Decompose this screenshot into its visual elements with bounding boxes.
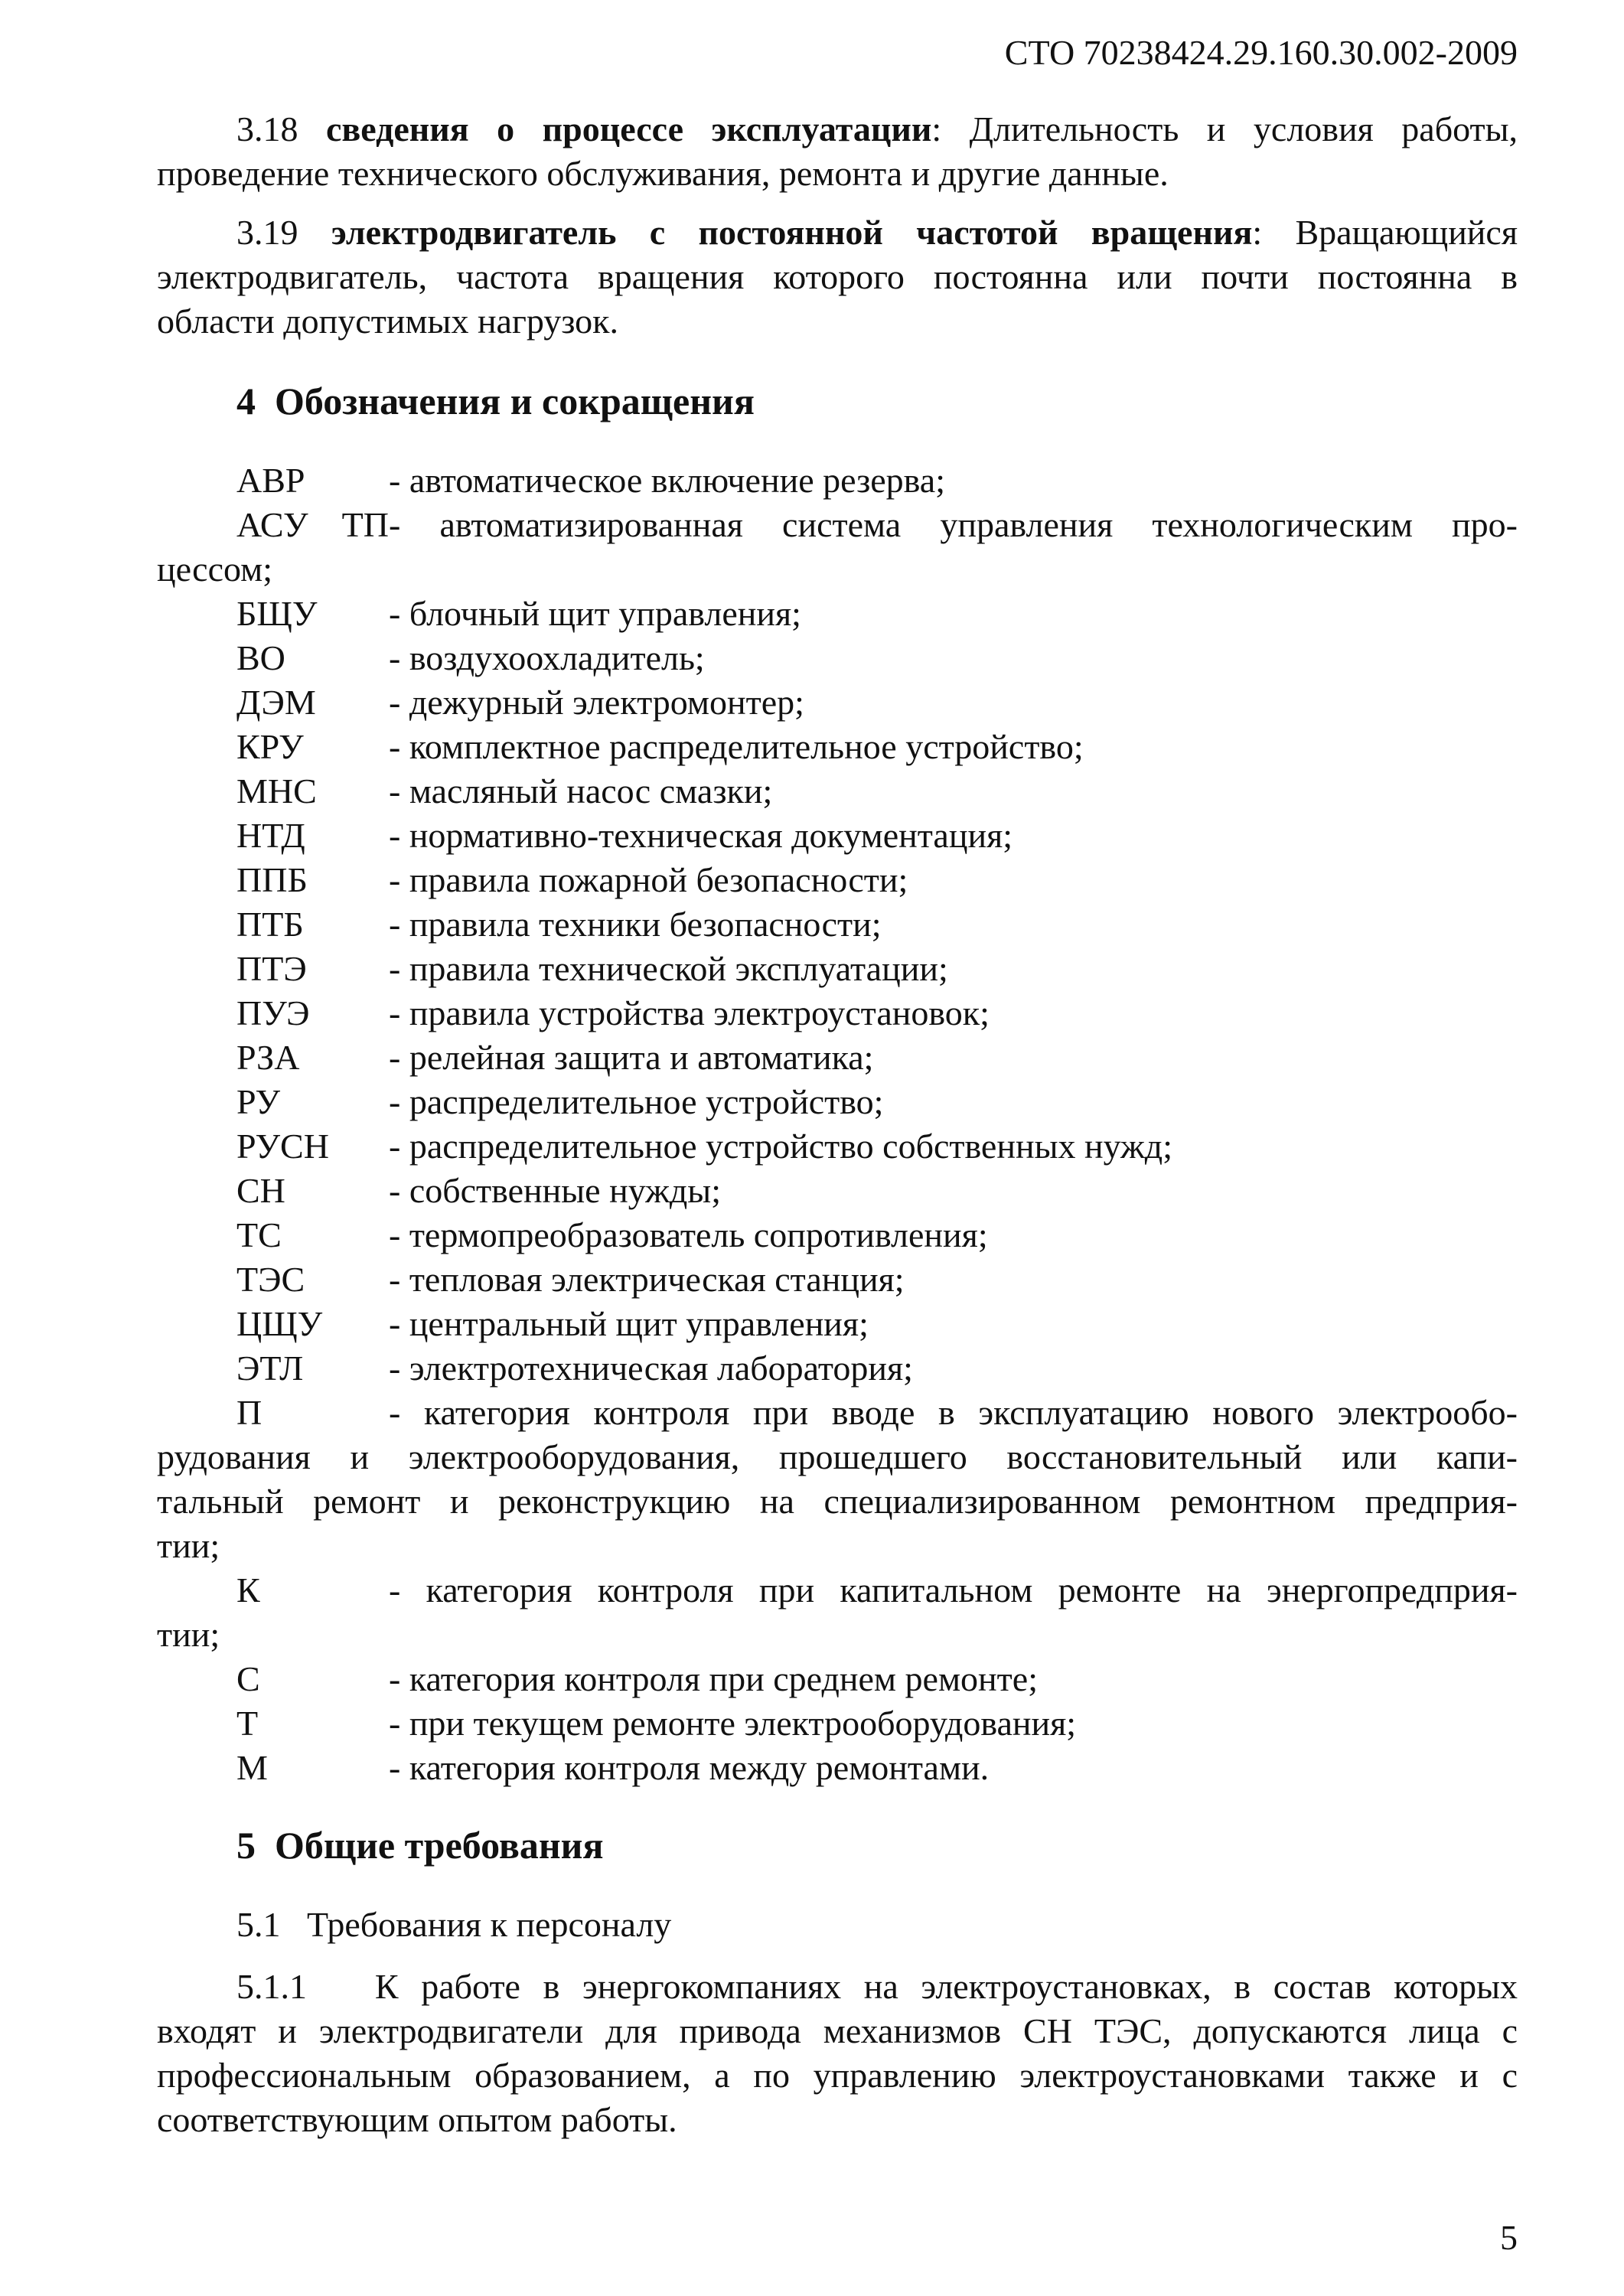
abbreviation-item bbox=[157, 902, 1518, 947]
abbreviation-meaning: - дежурный электромонтер; bbox=[389, 683, 804, 722]
abbreviation-meaning: - правила устройства электроустановок; bbox=[389, 993, 990, 1032]
abbreviation-first-line bbox=[157, 814, 1518, 858]
clause-line: входят и электродвигатели для привода механизмов СН ТЭС, допускаются лица с bbox=[157, 2011, 1518, 2050]
abbreviation-meaning: - центральный щит управления; bbox=[389, 1304, 869, 1343]
abbreviation-first-line bbox=[157, 858, 1518, 902]
abbreviation-meaning: - правила технической эксплуатации; bbox=[389, 949, 948, 988]
abbreviation-meaning: - релейная защита и автоматика; bbox=[389, 1038, 874, 1077]
abbreviation-meaning: - автоматизированная система управления технологическим про- bbox=[389, 505, 1518, 544]
abbreviation-first-line bbox=[157, 902, 1518, 947]
abbreviation: РУ bbox=[236, 1082, 281, 1121]
abbreviation-first-line bbox=[157, 1346, 1518, 1391]
clause-5-1-1 bbox=[157, 1965, 1518, 2142]
abbreviation-item bbox=[157, 858, 1518, 902]
abbreviation-continuation bbox=[157, 547, 1518, 592]
definition-line: области допустимых нагрузок. bbox=[157, 302, 618, 341]
abbreviation-meaning: - масляный насос смазки; bbox=[389, 771, 773, 810]
abbreviation-meaning: - тепловая электрическая станция; bbox=[389, 1260, 905, 1299]
abbreviation: С bbox=[236, 1659, 260, 1698]
abbreviation-item bbox=[157, 1257, 1518, 1302]
abbreviation-meaning: - правила техники безопасности; bbox=[389, 905, 882, 944]
abbreviation-first-line bbox=[157, 592, 1518, 636]
abbreviation-meaning: тальный ремонт и реконструкцию на специализированном ремонтном предприя- bbox=[157, 1482, 1518, 1521]
abbreviation-first-line bbox=[157, 1657, 1518, 1701]
definition-first-line bbox=[157, 107, 1518, 152]
abbreviation-meaning: - категория контроля при вводе в эксплуатацию нового электрообо- bbox=[389, 1393, 1518, 1432]
abbreviation-continuation bbox=[157, 1613, 1518, 1657]
clause-line: профессиональным образованием, а по управлению электроустановками также и с bbox=[157, 2056, 1518, 2095]
definition-line: электродвигатель, частота вращения которого постоянна или почти постоянна в bbox=[157, 257, 1518, 296]
abbreviation-item bbox=[157, 680, 1518, 725]
abbreviation-continuation bbox=[157, 1479, 1518, 1524]
abbreviation-first-line bbox=[157, 991, 1518, 1035]
abbreviation-meaning: - комплектное распределительное устройство; bbox=[389, 727, 1084, 766]
abbreviation-meaning: - категория контроля между ремонтами. bbox=[389, 1748, 990, 1787]
clause-number: 3.18 bbox=[236, 109, 326, 148]
term: электродвигатель с постоянной частотой вращения bbox=[331, 213, 1253, 252]
abbreviation-item bbox=[157, 458, 1518, 503]
definition-3-19 bbox=[157, 210, 1518, 344]
abbreviation-item bbox=[157, 1169, 1518, 1213]
abbreviation-first-line bbox=[157, 1035, 1518, 1080]
abbreviation-meaning: - электротехническая лаборатория; bbox=[389, 1349, 913, 1388]
abbreviation-item bbox=[157, 1391, 1518, 1568]
abbreviation: БЩУ bbox=[236, 594, 318, 633]
abbreviation-meaning: - категория контроля при среднем ремонте; bbox=[389, 1659, 1038, 1698]
definition-first-line bbox=[157, 210, 1518, 255]
abbreviation-continuation bbox=[157, 1524, 1518, 1568]
abbreviation-item bbox=[157, 1035, 1518, 1080]
abbreviation-meaning: - воздухоохладитель; bbox=[389, 638, 705, 677]
abbreviation: АСУ ТП bbox=[236, 505, 389, 544]
abbreviation-first-line bbox=[157, 725, 1518, 769]
abbreviation-first-line bbox=[157, 1124, 1518, 1169]
abbreviation-meaning: - нормативно-техническая документация; bbox=[389, 816, 1013, 855]
abbreviation-item bbox=[157, 503, 1518, 592]
definition-3-18 bbox=[157, 107, 1518, 196]
abbreviation-item bbox=[157, 1080, 1518, 1124]
abbreviation-first-line bbox=[157, 680, 1518, 725]
abbreviation: ППБ bbox=[236, 860, 308, 899]
abbreviation-first-line bbox=[157, 1391, 1518, 1435]
abbreviation: Т bbox=[236, 1704, 259, 1743]
abbreviation: ПТБ bbox=[236, 905, 304, 944]
abbreviation-item bbox=[157, 592, 1518, 636]
abbreviation-list bbox=[157, 458, 1518, 1790]
abbreviation: ДЭМ bbox=[236, 683, 316, 722]
abbreviation-item bbox=[157, 636, 1518, 680]
abbreviation-item bbox=[157, 1213, 1518, 1257]
definition-text: : Длительность и условия работы, bbox=[931, 109, 1518, 148]
abbreviation-meaning: - блочный щит управления; bbox=[389, 594, 801, 633]
abbreviation: МНС bbox=[236, 771, 317, 810]
abbreviation-first-line bbox=[157, 769, 1518, 814]
abbreviation-meaning: - распределительное устройство собственных нужд; bbox=[389, 1127, 1172, 1166]
abbreviation: РЗА bbox=[236, 1038, 300, 1077]
abbreviation-meaning: - правила пожарной безопасности; bbox=[389, 860, 908, 899]
abbreviation-meaning: тии; bbox=[157, 1615, 220, 1654]
abbreviation-meaning: цессом; bbox=[157, 550, 273, 589]
abbreviation-item bbox=[157, 1657, 1518, 1701]
abbreviation-meaning: - распределительное устройство; bbox=[389, 1082, 884, 1121]
abbreviation: К bbox=[236, 1570, 260, 1609]
abbreviation-meaning: - термопреобразователь сопротивления; bbox=[389, 1215, 988, 1254]
abbreviation-meaning: - автоматическое включение резерва; bbox=[389, 461, 945, 500]
abbreviation: КРУ bbox=[236, 727, 304, 766]
abbreviation-item bbox=[157, 1701, 1518, 1746]
section-5-heading: 5 Общие требования bbox=[236, 1824, 604, 1867]
abbreviation-first-line bbox=[157, 1080, 1518, 1124]
abbreviation-first-line bbox=[157, 636, 1518, 680]
abbreviation-meaning: - при текущем ремонте электрооборудования; bbox=[389, 1704, 1077, 1743]
clause-line: соответствующим опытом работы. bbox=[157, 2100, 677, 2139]
abbreviation-item bbox=[157, 769, 1518, 814]
page-number: 5 bbox=[1500, 2218, 1518, 2257]
abbreviation-first-line bbox=[157, 503, 1518, 547]
document-code-header: СТО 70238424.29.160.30.002-2009 bbox=[1004, 33, 1518, 72]
abbreviation-item bbox=[157, 1568, 1518, 1657]
abbreviation-meaning: - категория контроля при капитальном ремонте на энергопредприя- bbox=[389, 1570, 1518, 1609]
abbreviation-first-line bbox=[157, 1302, 1518, 1346]
abbreviation: ПУЭ bbox=[236, 993, 310, 1032]
abbreviation: ВО bbox=[236, 638, 285, 677]
abbreviation-first-line bbox=[157, 1257, 1518, 1302]
abbreviation: НТД bbox=[236, 816, 305, 855]
abbreviation-meaning: рудования и электрооборудования, прошедшего восстановительный или капи- bbox=[157, 1437, 1518, 1476]
abbreviation: ЦЩУ bbox=[236, 1304, 323, 1343]
abbreviation-first-line bbox=[157, 1701, 1518, 1746]
abbreviation-item bbox=[157, 1302, 1518, 1346]
abbreviation-first-line bbox=[157, 1568, 1518, 1613]
abbreviation-first-line bbox=[157, 1169, 1518, 1213]
abbreviation: СН bbox=[236, 1171, 285, 1210]
abbreviation-continuation bbox=[157, 1435, 1518, 1479]
abbreviation: ТС bbox=[236, 1215, 282, 1254]
abbreviation: ПТЭ bbox=[236, 949, 307, 988]
abbreviation-item bbox=[157, 1346, 1518, 1391]
definition-line: проведение технического обслуживания, ремонта и другие данные. bbox=[157, 154, 1169, 193]
section-4-heading: 4 Обозначения и сокращения bbox=[236, 380, 755, 422]
abbreviation-item bbox=[157, 814, 1518, 858]
abbreviation-item bbox=[157, 725, 1518, 769]
abbreviation: ЭТЛ bbox=[236, 1349, 304, 1388]
abbreviation: П bbox=[236, 1393, 263, 1432]
term: сведения о процессе эксплуатации bbox=[326, 109, 932, 148]
abbreviation: ТЭС bbox=[236, 1260, 305, 1299]
definition-text: : Вращающийся bbox=[1252, 213, 1518, 252]
abbreviation-item bbox=[157, 1746, 1518, 1790]
clause-line: 5.1.1 К работе в энергокомпаниях на электроустановках, в состав которых bbox=[236, 1967, 1518, 2006]
abbreviation-item bbox=[157, 991, 1518, 1035]
abbreviation-first-line bbox=[157, 1213, 1518, 1257]
abbreviation-item bbox=[157, 947, 1518, 991]
abbreviation: РУСН bbox=[236, 1127, 329, 1166]
clause-number: 3.19 bbox=[236, 213, 331, 252]
abbreviation-first-line bbox=[157, 1746, 1518, 1790]
abbreviation-meaning: тии; bbox=[157, 1526, 220, 1565]
subsection-5-1: 5.1 Требования к персоналу bbox=[236, 1905, 672, 1944]
abbreviation: М bbox=[236, 1748, 268, 1787]
abbreviation-item bbox=[157, 1124, 1518, 1169]
abbreviation-first-line bbox=[157, 458, 1518, 503]
abbreviation-meaning: - собственные нужды; bbox=[389, 1171, 721, 1210]
abbreviation-first-line bbox=[157, 947, 1518, 991]
abbreviation: АВР bbox=[236, 461, 305, 500]
